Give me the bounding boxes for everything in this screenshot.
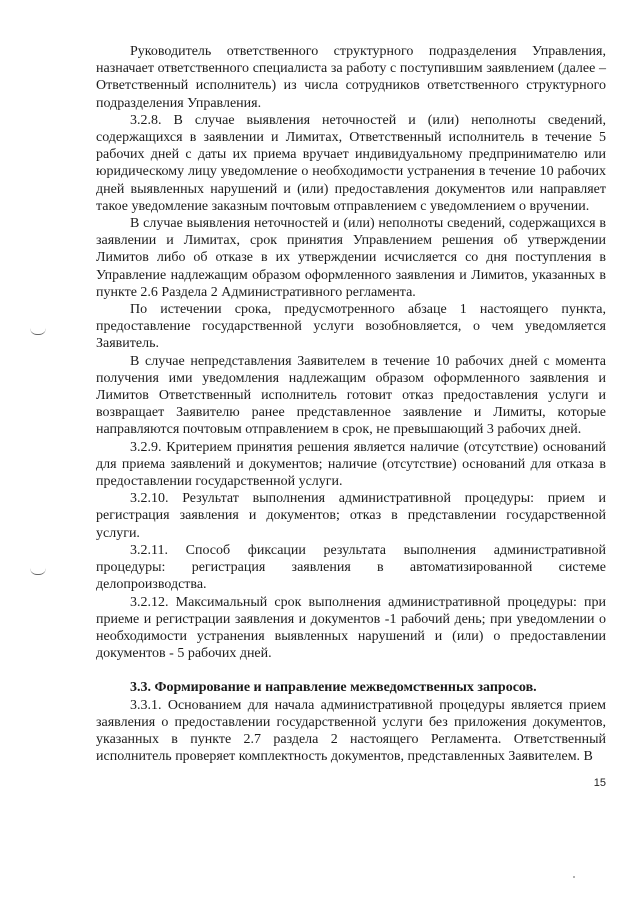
paragraph-3-2-8: 3.2.8. В случае выявления неточностей и (или) неполноты сведений, содержащихся в заявлении и Лимитах, Ответственный исполнитель в течение 5 рабочих дней с даты их приема вручает индивидуальному предпринимателю или юридическому лицу уведомление о необходимости устранения в течение 10 рабочих дней выявленных нарушений и (или) предоставления документов или направляет такое уведомление заказным почтовым отправлением с уведомлением о вручении. [96, 112, 606, 214]
document-body [96, 43, 606, 765]
paragraph-inaccuracies-term: В случае выявления неточностей и (или) неполноты сведений, содержащихся в заявлении и Лимитах, срок принятия Управлением решения об утверждении Лимитов либо об отказе в их утверждении исчисляется со дня поступления в Управление надлежащим образом оформленного заявления и Лимитов, указанных в пункте 2.6 Раздела 2 Административного регламента. [96, 216, 606, 300]
paragraph-3-2-12: 3.2.12. Максимальный срок выполнения административной процедуры: при приеме и регистрации заявления и документов -1 рабочий день; при уведомлении о необходимости устранения выявленных нарушений и (или) о предоставлении документов - 5 рабочих дней. [96, 594, 606, 662]
paragraph-3-3-1: 3.3.1. Основанием для начала административной процедуры является прием заявления о предоставлении государственной услуги без приложения документов, указанных в пункте 2.7 раздела 2 настоящего Регламента. Ответственный исполнитель проверяет комплектность документов, представленных Заявителем. В [96, 697, 606, 765]
page-number: 15 [593, 777, 606, 789]
paragraph-nonsubmission: В случае непредставления Заявителем в течение 10 рабочих дней с момента получения ими уведомления надлежащим образом оформленного заявления и Лимитов Ответственный исполнитель готовит отказ предоставления услуги и возвращает Заявителю ранее представленное заявление и Лимиты, которые направляются почтовым отправлением в срок, не превышающий 3 рабочих дней. [96, 353, 606, 438]
paragraph-responsible-head: Руководитель ответственного структурного подразделения Управления, назначает ответственного специалиста за работу с поступившим заявлением (далее – Ответственный исполнитель) из числа сотрудников ответственного структурного подразделения Управления. [96, 44, 606, 111]
paragraph-term-expiry: По истечении срока, предусмотренного абзаце 1 настоящего пункта, предоставление государственной услуги возобновляется, о чем уведомляется Заявитель. [96, 302, 606, 352]
paragraph-3-2-11: 3.2.11. Способ фиксации результата выполнения административной процедуры: регистрация заявления в автоматизированной системе делопроизводства. [96, 542, 606, 593]
punch-hole-mark-top [30, 328, 46, 335]
section-heading-3-3: 3.3. Формирование и направление межведомственных запросов. [130, 680, 537, 696]
scan-speck [573, 876, 575, 878]
punch-hole-mark-bottom [30, 568, 46, 575]
paragraph-3-2-10: 3.2.10. Результат выполнения административной процедуры: прием и регистрация заявления и документов; отказ в представлении государственной услуги. [96, 491, 606, 541]
paragraph-3-2-9: 3.2.9. Критерием принятия решения является наличие (отсутствие) оснований для приема заявлений и документов; наличие (отсутствие) оснований для отказа в предоставлении государственной услуги. [96, 439, 606, 490]
